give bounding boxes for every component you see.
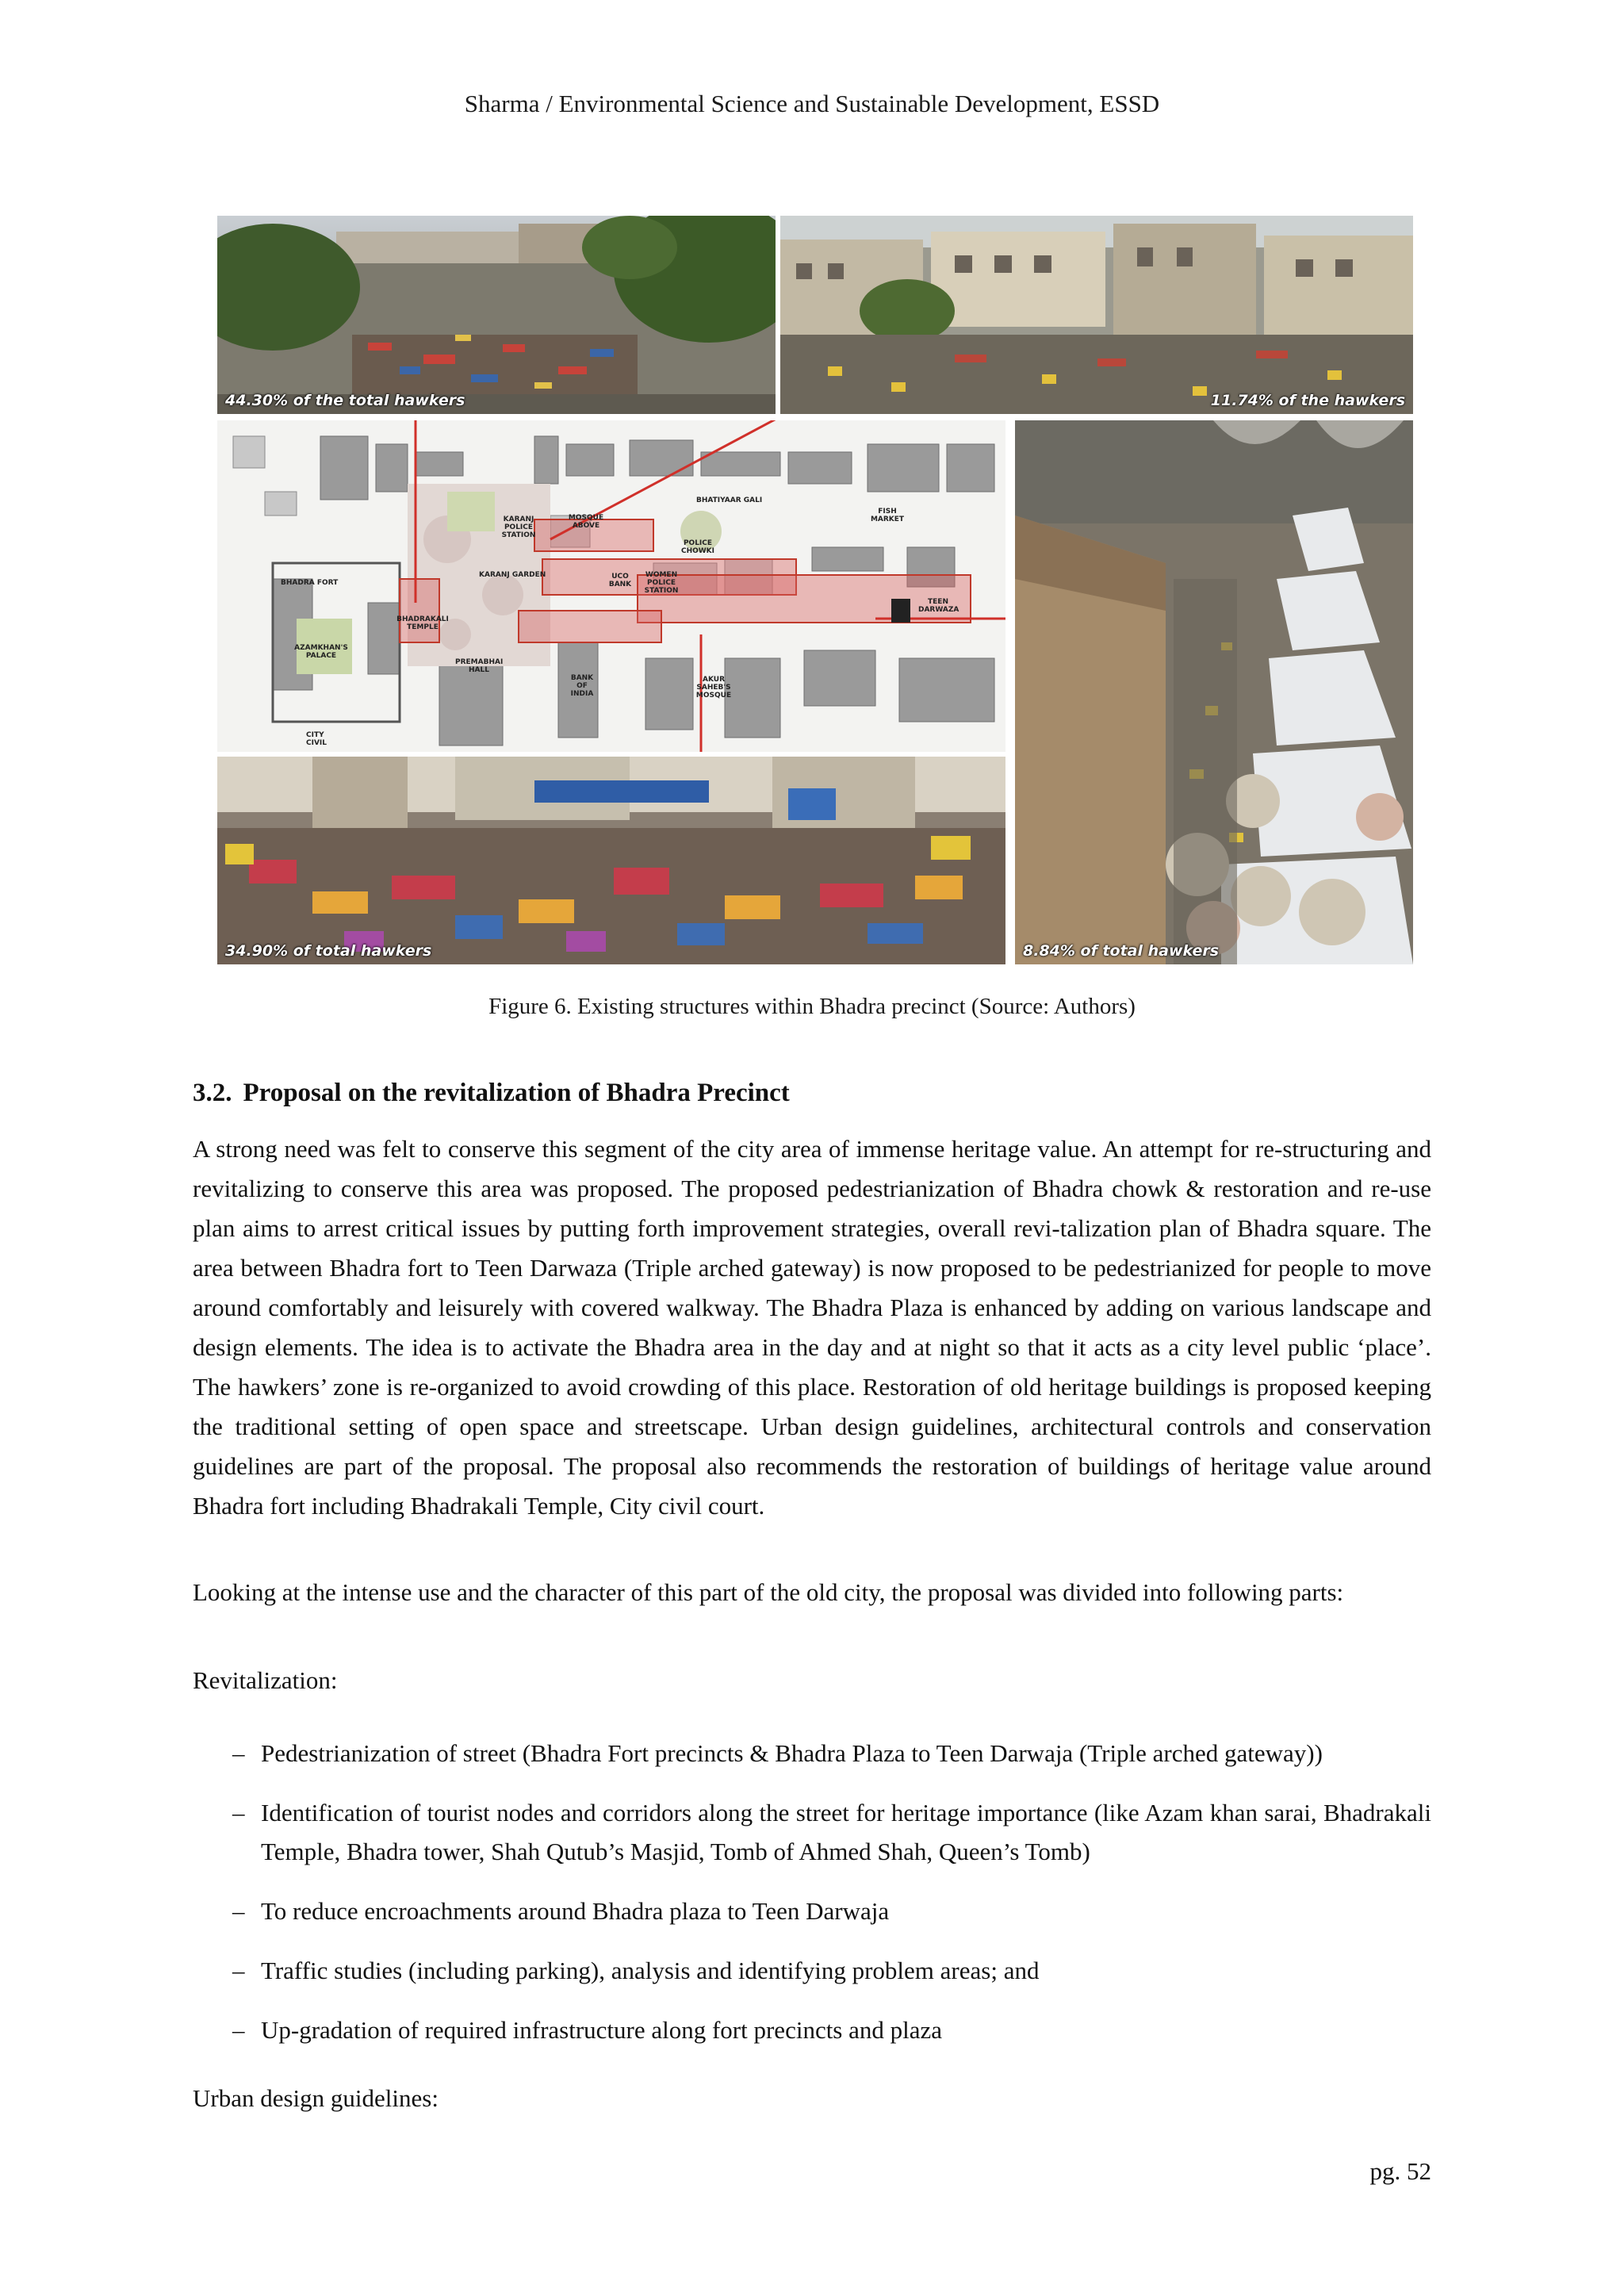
map-label: AZAMKHAN'S PALACE — [294, 644, 348, 660]
bullet-marker: – — [232, 1897, 245, 1925]
photo-street-market-image — [780, 216, 1413, 414]
map-label: UCO BANK — [608, 573, 632, 588]
photo-crowded-market — [217, 757, 1005, 964]
list-item-text: Pedestrianization of street (Bhadra Fort precincts & Bhadra Plaza to Teen Darwaja (Triple arched gateway)) — [261, 1739, 1323, 1767]
map-label: CITY CIVIL — [306, 731, 327, 747]
map-label: MOSQUE ABOVE — [568, 514, 604, 530]
map-label: TEEN DARWAZA — [918, 598, 959, 614]
hawker-share-label: 11.74% of the hawkers — [1210, 392, 1405, 409]
list-item-text: To reduce encroachments around Bhadra plaza to Teen Darwaja — [261, 1897, 890, 1925]
map-label: KARANJ POLICE STATION — [501, 516, 536, 539]
list-item-text: Up-gradation of required infrastructure along fort precincts and plaza — [261, 2016, 943, 2044]
map-label: BHADRA FORT — [281, 579, 339, 587]
list-item-text: Traffic studies (including parking), analysis and identifying problem areas; and — [261, 1957, 1040, 1984]
running-header: Sharma / Environmental Science and Sustainable Development, ESSD — [464, 90, 1160, 117]
paragraph: Revitalization: — [193, 1666, 338, 1694]
list-item-text: Identification of tourist nodes and corridors along the street for heritage importance (like Azam khan sarai, Bhadrakali Temple, Bhadra tower, Shah Qutub’s Masjid, Tomb of Ahmed Shah, Queen’s Tomb) — [261, 1799, 1431, 1865]
hawker-share-label: 34.90% of total hawkers — [225, 942, 432, 960]
bullet-marker: – — [232, 2016, 245, 2044]
list-item — [193, 1793, 1431, 1871]
list-item — [193, 1734, 1431, 1773]
photo-crowded-market-image — [217, 757, 1005, 964]
list-item — [193, 2010, 1431, 2049]
map-label: BANK OF INDIA — [570, 674, 594, 698]
section-title: Proposal on the revitalization of Bhadra Precinct — [243, 1079, 790, 1107]
map-label: PREMABHAI HALL — [455, 658, 504, 674]
photo-street-market — [780, 216, 1413, 414]
map-label: WOMEN POLICE STATION — [644, 571, 679, 595]
page-number: pg. 52 — [1369, 2157, 1431, 2185]
paragraph: A strong need was felt to conserve this segment of the city area of immense heritage value. An attempt for re-structuring and revitalizing to conserve this area was proposed. The proposed pedestrianization of Bhadra chowk & restoration and re-use plan aims to arrest critical issues by putting forth improvement strategies, overall revi-talization plan of Bhadra square. The area between Bhadra fort to Teen Darwaza (Triple arched gateway) is now proposed to be pedestrianized for people to move around comfortably and leisurely with covered walkway. The Bhadra Plaza is enhanced by adding on various landscape and design elements. The idea is to activate the Bhadra area in the day and at night so that it acts as a city level public ‘place’. The hawkers’ zone is re-organized to avoid crowding of this place. Restoration of old heritage buildings is proposed keeping the traditional setting of open space and streetscape. Urban design guidelines, architectural controls and conservation guidelines are part of the proposal. The proposal also recommends the restoration of buildings of heritage value around Bhadra fort including Bhadrakali Temple, City civil court. — [193, 1135, 1431, 1520]
bullet-marker: – — [232, 1799, 245, 1826]
map-label: BHADRAKALI TEMPLE — [396, 615, 449, 631]
bullet-marker: – — [232, 1739, 245, 1767]
figure-6 — [217, 216, 1413, 964]
hawker-share-label: 8.84% of total hawkers — [1023, 942, 1220, 960]
map-label: KARANJ GARDEN — [479, 571, 546, 579]
photo-teen-darwaza-street — [1015, 420, 1413, 964]
list-item — [193, 1892, 1431, 1930]
map-label: AKUR SAHEB'S MOSQUE — [695, 676, 732, 700]
photo-bhadra-square-image — [217, 216, 776, 414]
list-item — [193, 1951, 1431, 1990]
revitalization-list — [193, 1734, 1431, 2070]
section-heading — [193, 1079, 790, 1108]
section-number: 3.2. — [193, 1079, 232, 1107]
photo-bhadra-square — [217, 216, 776, 414]
map-label: POLICE CHOWKI — [680, 539, 715, 555]
hawker-share-label: 44.30% of the total hawkers — [225, 392, 465, 409]
precinct-map — [217, 420, 1005, 752]
paragraph: Urban design guidelines: — [193, 2084, 439, 2112]
paragraph: Looking at the intense use and the character of this part of the old city, the proposal was divided into following parts: — [193, 1578, 1344, 1606]
map-label: BHATIYAAR GALI — [696, 496, 763, 504]
photo-teen-darwaza-street-image — [1015, 420, 1413, 964]
figure-caption: Figure 6. Existing structures within Bhadra precinct (Source: Authors) — [488, 994, 1136, 1019]
map-label: FISH MARKET — [870, 508, 905, 523]
bullet-marker: – — [232, 1957, 245, 1984]
